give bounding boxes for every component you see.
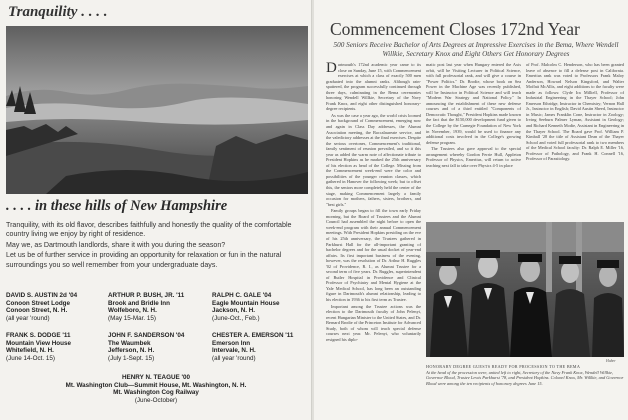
lodge-listing [212, 332, 293, 362]
lodge-proprietor: DAVID S. AUSTIN 2d '04 [6, 292, 78, 299]
lodge-season: (all year 'round) [6, 314, 50, 322]
lodge-place: Jefferson, N. H. [108, 347, 155, 355]
landscape-photo [6, 26, 308, 194]
lodge-name: Emerson Inn [212, 339, 251, 347]
caption-body: At the head of the procession were, united left to right, Secretary of the Navy Frank Knox, Wendell Willkie, Governor Blood, Trustee Lewis Parkhurst '78, and President Hopkins. Colonel Knox, Mr. Willkie, and Governor Blood were among the ten recipients of honorary degrees June 15. [426, 369, 624, 386]
lodge-season: (July 1-Sept. 15) [108, 354, 155, 362]
commencement-photo [426, 222, 624, 357]
drop-cap: D [326, 62, 337, 76]
lodge-place: Intervale, N. H. [212, 347, 256, 355]
ad-intro-text [6, 221, 306, 271]
caption-title: HONORARY DEGREE GUESTS READY FOR PROCESSION TO THE BEMA [426, 364, 581, 369]
lodge-name: Mt. Washington Club—Summit House, Mt. Washington, N. H. [65, 381, 247, 389]
tagline-prefix: . . . . in these hills of [6, 198, 131, 214]
lodge-proprietor: HENRY N. TEAGUE '00 [122, 374, 190, 381]
lodge-name: Mountain View House [6, 339, 71, 347]
lodge-listing [6, 292, 77, 322]
article-headline: Commencement Closes 172nd Year [330, 19, 580, 39]
intro-paragraph: Tranquility, with its old flavor, describes faithfully and honestly the quality of the comfortable country living we enjoy by right of residence. [6, 221, 292, 239]
lodge-proprietor: FRANK S. DODGE '11 [6, 332, 71, 339]
lodge-season: (June-October) [134, 396, 178, 404]
lodge-proprietor: RALPH C. GALE '04 [212, 292, 272, 299]
lodge-proprietor: ARTHUR P. BUSH, JR. '11 [108, 292, 185, 299]
lodge-listing-featured [50, 374, 262, 404]
lodge-name: The Waumbek [108, 339, 151, 347]
lodge-place: Whitefield, N. H. [6, 347, 54, 355]
lodge-name: Brook and Bridle Inn [108, 299, 170, 307]
lodge-proprietor: JOHN F. SANDERSON '04 [108, 332, 185, 339]
lodge-place: Jackson, N. H. [212, 307, 256, 315]
lodge-season: (June-Oct., Feb.) [212, 314, 260, 322]
lodge-name: Mt. Washington Cog Railway [113, 389, 199, 397]
article-paragraph: matic post last year when Hungary entered the Axis orbit, will be Visiting Lecturer in Political Science, with full professorial rank, and will give a course in "Power Politics." Dr. Brodie, whose book on Sea Power in the Machine Age was recently published, will be Instructor in Political Science and will teach "Modern War Strategy and National Policy." In announcing the establishment of these new defense courses and of a third entitled "Components of Democratic Thought," President Hopkins made known the fact that the $150,000 development fund given to the College by the Carnegie Foundation of New York in November, 1939, would be used to finance any additional costs involved in the College's growing defense program. [426, 62, 521, 145]
intro-paragraph: May we, as Dartmouth landlords, share it with you during the season? [6, 240, 226, 249]
lodge-listing [108, 292, 184, 322]
article-paragraph: Important among the Trustee actions was the election to the Dartmouth faculty of John Pelenyi, recent Hungarian Minister to the United States, and Dr. Bernard Brodie of the Princeton Institute for Advanced Study, both of whom will teach special defense courses next year. Mr. Pelenyi, who voluntarily resigned his diplo- [326, 303, 421, 342]
article-column-1 [326, 62, 421, 416]
lodge-listing [108, 332, 184, 362]
lodge-listing [212, 292, 280, 322]
ad-tagline [6, 198, 227, 215]
article-paragraph: artmouth's 172nd academic year came to its close on Sunday, June 15, with Commencement exercises at which a class of exactly 500 men graduated into the alumni ranks. Although rain-spattered, the program successfully continued through three days, culminating in the Bema ceremonies honoring Wendell Willkie, Secretary of the Navy Frank Knox, and eight other distinguished honorary-degree recipients. [326, 62, 421, 112]
lodge-season: (June 14-Oct. 15) [6, 354, 55, 362]
intro-paragraph: Let us be of further service in providing an opportunity for relaxation or fun in the natural surroundings you so well remember from your undergraduate days. [6, 251, 282, 269]
article-paragraph: As was the case a year ago, the world crisis loomed in the background of Commencement, emerging now and again in Class Day addresses, the Alumni Association meeting, the Baccalaureate service, and the valedictory addresses at the final exercises. Despite the serious overtones, Commencement's traditional, family sentiment of reunion prevailed, and so it this year as added the warm note of affectionate tribute to President Hopkins as he marked the 25th anniversary of his election as head of the College. Missing from the Commencement week-end were the color and possibilities of the younger reunion classes, which gathered in Hanover the following week; but to offset this, the seniors more completely held the center of the stage, making Commencement largely a family occasion for mothers, fathers, sisters, brothers, and "best girls." [326, 112, 421, 207]
lodge-place: Conoon Street, N. H. [6, 307, 68, 315]
lodge-listing [6, 332, 71, 362]
lodge-place: Wolfeboro, N. H. [108, 307, 157, 315]
article-subhead: 500 Seniors Receive Bachelor of Arts Degrees at Impressive Exercises in the Bema, Where Wendell Willkie, Secretary Knox and Eight Others Get Honorary Degrees [333, 41, 619, 58]
lodge-season: (May 15-Mar. 15) [108, 314, 156, 322]
lodge-name: Eagle Mountain House [212, 299, 280, 307]
tagline-state: New Hampshire [130, 198, 228, 214]
photo-credit: Haber [606, 359, 616, 363]
lodge-proprietor: CHESTER A. EMERSON '11 [212, 332, 294, 339]
article-paragraph: The Trustees also gave approval to the special arrangement whereby Gordon Ferrie Hull, Appleton Professor of Physics, Emeritus, will return to active teaching next fall to take over Physics 4-5 in place [426, 146, 521, 168]
article-paragraph: of Prof. Malcolm C. Henderson, who has been granted leave of absence to fill a defense post in California. Emeritus rank was voted to Professors Frank Maloy Anderson, Howard Nelson Kingsford, and Walter Moffatt McAllis, and eight additions to the faculty were made as follows: Clyde Ira Milliell, Professor of Industrial Engineering in the Thayer School; John Emerson Ethridge, Instructor in Chemistry; Vernon Hall Jr., Instructor in English; David Austin Sheed, Instructor in Music; James Franklin Cone, Instructor in Zoology; Irving Seeburn Palmer Lyman, Assistant in Geology; and Richard Kenneth Modie, Assistant in Engineering in the Thayer School. The Board gave Prof. William P. Kimball '28 the title of Assistant Dean of the Thayer School and voted full professorial rank to two members of the Medical School faculty: Dr. Ralph E. Miller '16, Professor of Pathology, and Frank H. Connell '16, Professor of Parasitology. [526, 62, 624, 162]
ad-heading: Tranquility . . . . [8, 4, 108, 20]
photo-caption [426, 364, 624, 386]
article-column-3 [526, 62, 624, 238]
article-paragraph: Family groups began to fill the town early Friday morning, but the Board of Trustees and the Alumni Council had assembled the night before to open the week-end program with their annual Commencement meetings. With President Hopkins presiding on the eve of his 25th anniversary, the Trustees gathered in Parkhurst Hall for the all-important granting of bachelor degrees and for the usual docket of year-end affairs. Its first important business of the evening, however, was the resolution of Dr. Arthur H. Ruggles '02 of Providence, R. I., as Alumni Trustee for a second term of five years. Dr. Ruggles, superintendent of Butler Hospital in Providence and Clinical Professor of Psychiatry and Mental Hygiene at the Yale Medical School, has long been an outstanding figure in Dartmouth's alumni relationship, leading to his election in 1936 to his first term as Trustee. [326, 208, 421, 302]
lodge-name: Conoon Street Lodge [6, 299, 71, 307]
lodge-season: (all year 'round) [212, 354, 256, 362]
